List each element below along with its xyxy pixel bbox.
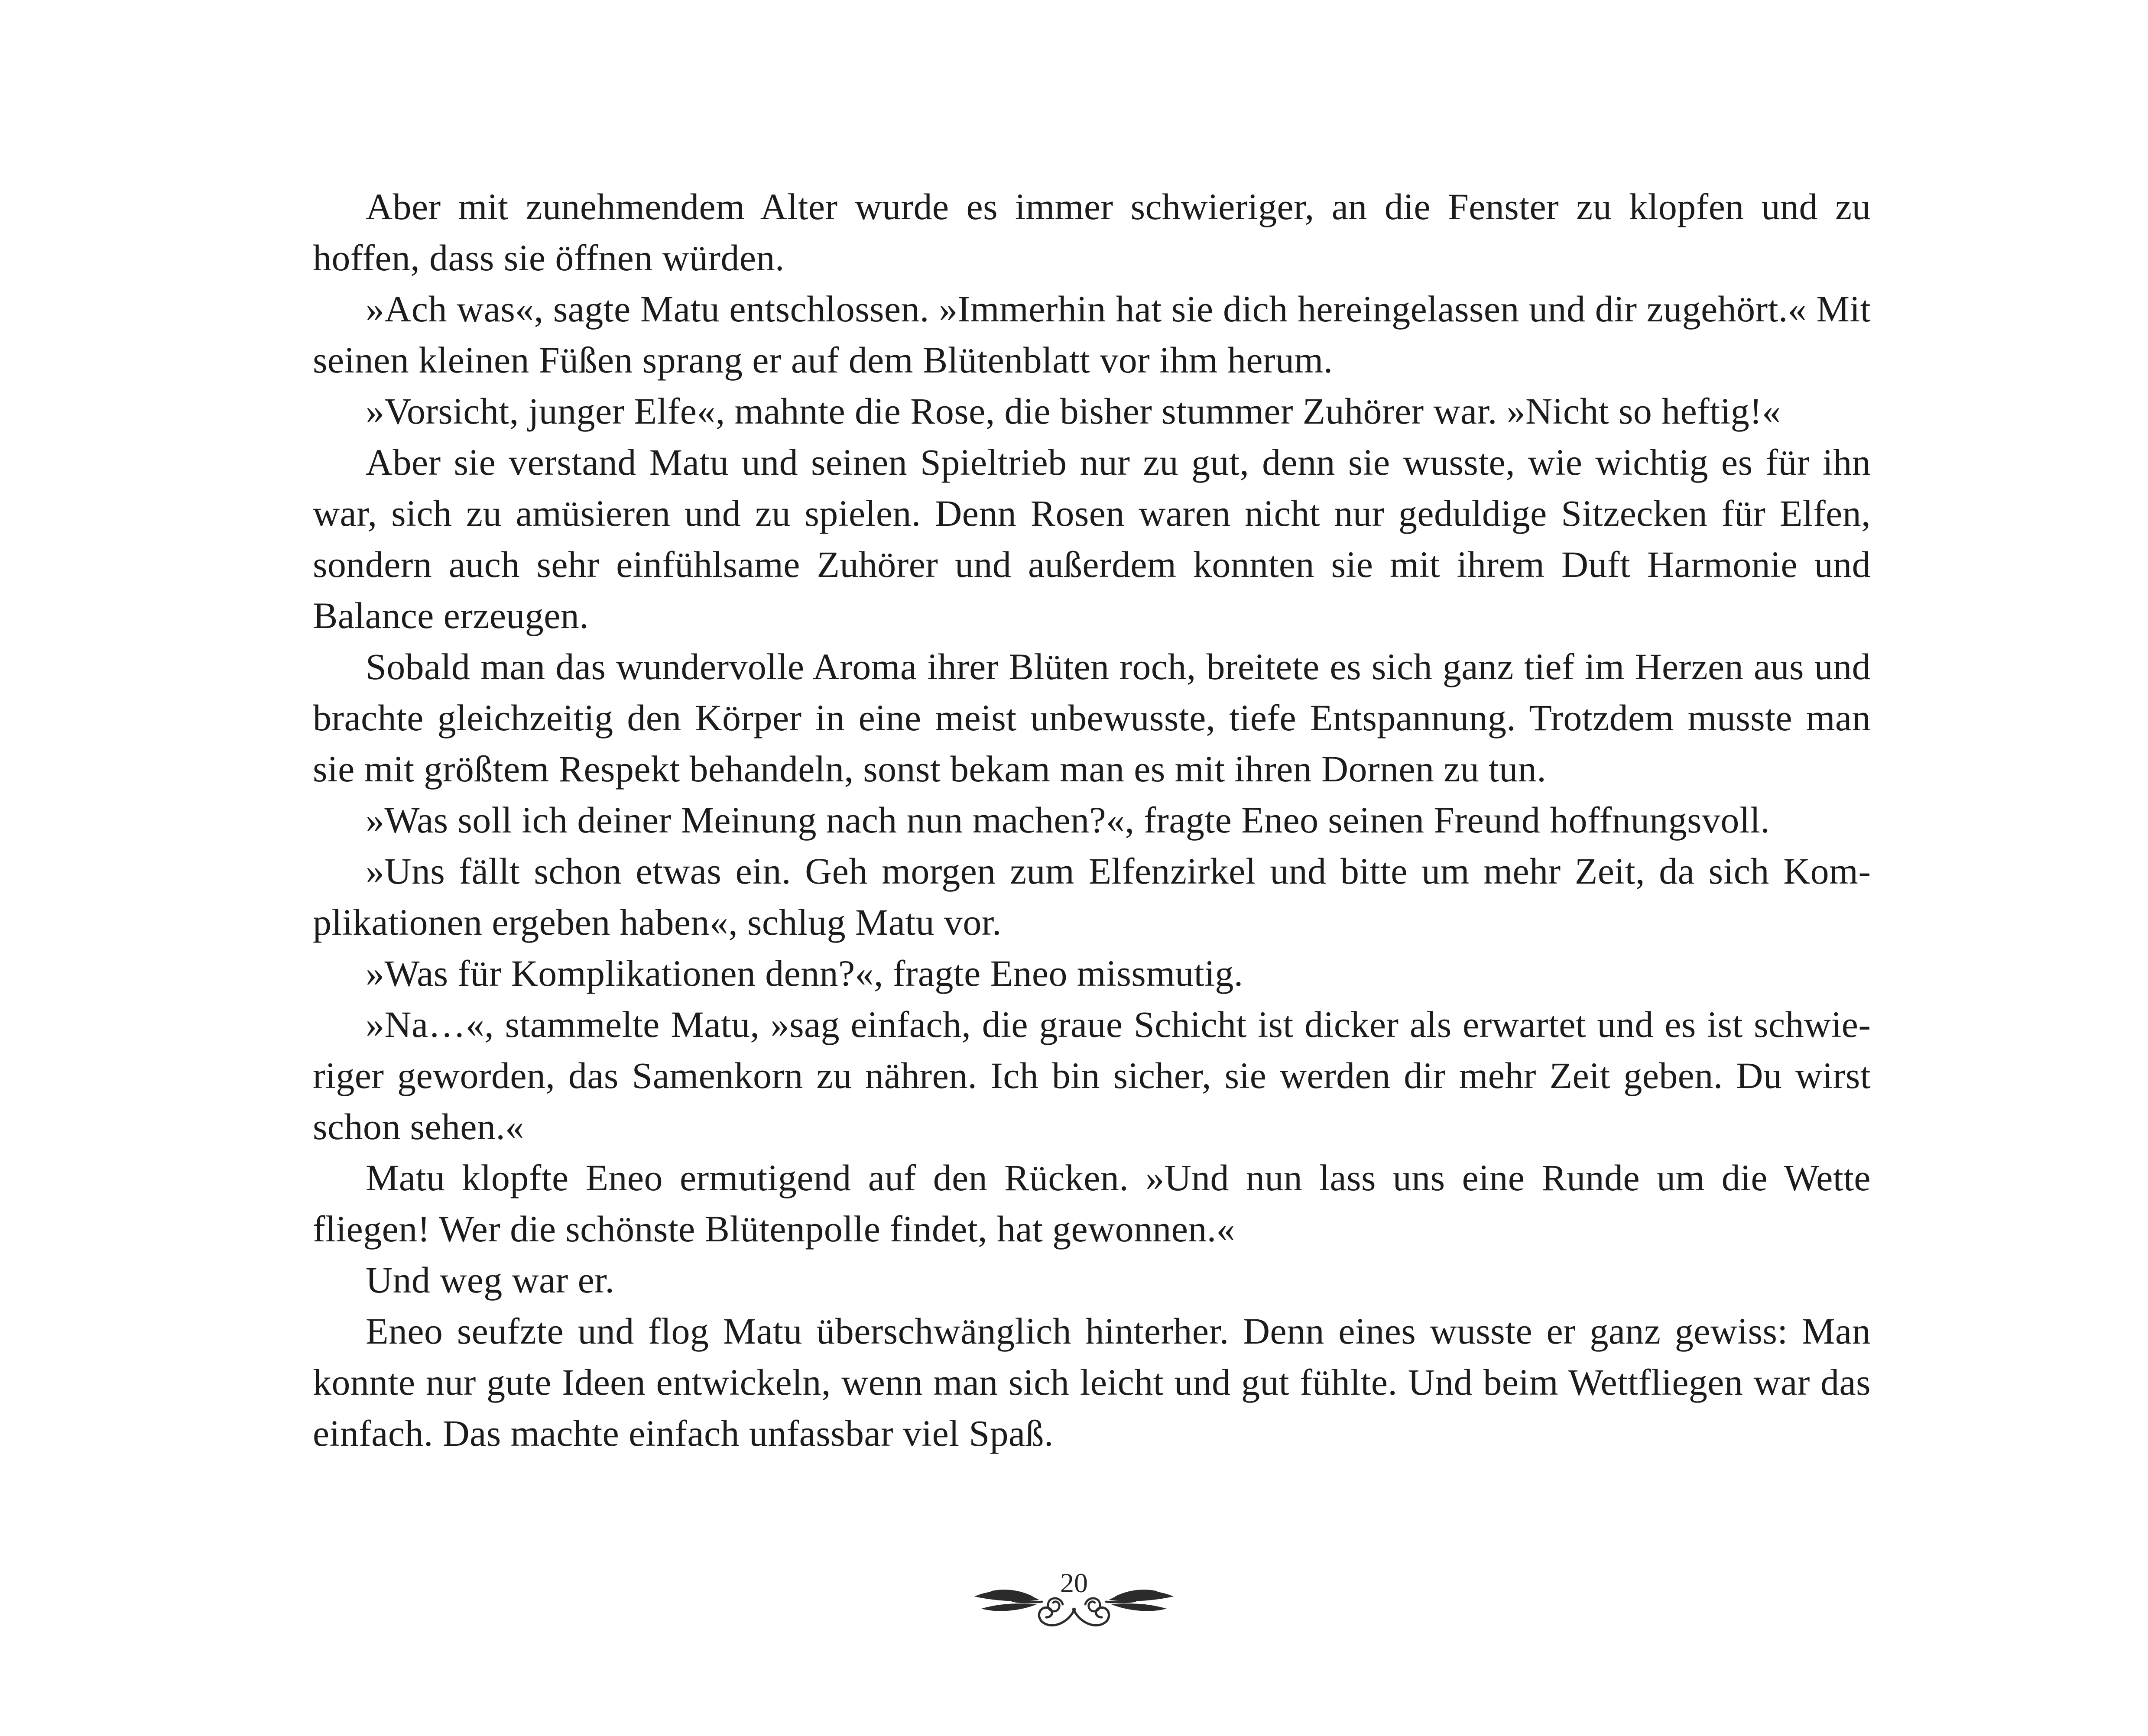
- paragraph: Aber sie verstand Matu und seinen Spieltrieb nur zu gut, denn sie wusste, wie wichtig es für ihn war, sich zu amüsieren und zu spielen. Denn Rosen waren nicht nur geduldige Sitzecken für Elfen, sondern auch sehr einfühlsame Zuhörer und außerdem konnten sie mit ihrem Duft Harmonie und Balance erzeugen.: [313, 441, 1871, 636]
- paragraph: Sobald man das wundervolle Aroma ihrer Blüten roch, breitete es sich ganz tief im Herzen aus und brachte gleichzeitig den Körper in eine meist unbewusste, tiefe Entspannung. Trotzdem musste man sie mit größtem Respekt behandeln, sonst bekam man es mit ihren Dornen zu tun.: [313, 646, 1871, 790]
- page-number: 20: [1060, 1568, 1088, 1598]
- paragraph: Und weg war er.: [366, 1259, 615, 1301]
- paragraph: Matu klopfte Eneo ermutigend auf den Rücken. »Und nun lass uns eine Runde um die Wette fliegen! Wer die schönste Blütenpolle findet, hat gewonnen.«: [313, 1157, 1871, 1250]
- paragraph: »Na…«, stammelte Matu, »sag einfach, die graue Schicht ist dicker als erwartet und es ist schwieriger geworden, das Samenkorn zu nähren. Ich bin sicher, sie werden dir mehr Zeit geben. Du wirst schon sehen.«: [313, 1004, 1871, 1147]
- page-footer: [0, 1567, 2148, 1645]
- footer-ornament-group: [931, 1567, 1217, 1645]
- paragraph: »Was für Komplikationen denn?«, fragte Eneo missmutig.: [366, 952, 1243, 994]
- paragraph: »Ach was«, sagte Matu entschlossen. »Immerhin hat sie dich hereingelassen und dir zugehört.« Mit seinen kleinen Füßen sprang er auf dem Blütenblatt vor ihm herum.: [313, 288, 1871, 381]
- paragraph: Eneo seufzte und flog Matu überschwänglich hinterher. Denn eines wusste er ganz gewiss: Man konnte nur gute Ideen entwickeln, wenn man sich leicht und gut fühlte. Und beim Wettfliegen war das einfach. Das machte einfach unfassbar viel Spaß.: [313, 1310, 1871, 1454]
- paragraph: »Uns fällt schon etwas ein. Geh morgen zum Elfenzirkel und bitte um mehr Zeit, da sich Komplikationen ergeben haben«, schlug Matu vor.: [313, 850, 1871, 943]
- body-text: [313, 181, 1871, 1459]
- paragraph: »Vorsicht, junger Elfe«, mahnte die Rose, die bisher stummer Zuhörer war. »Nicht so heftig!«: [366, 390, 1781, 432]
- paragraph: Aber mit zunehmendem Alter wurde es immer schwieriger, an die Fenster zu klopfen und zu hoffen, dass sie öffnen würden.: [313, 186, 1871, 279]
- paragraph: »Was soll ich deiner Meinung nach nun machen?«, fragte Eneo seinen Freund hoffnungsvoll.: [366, 799, 1770, 841]
